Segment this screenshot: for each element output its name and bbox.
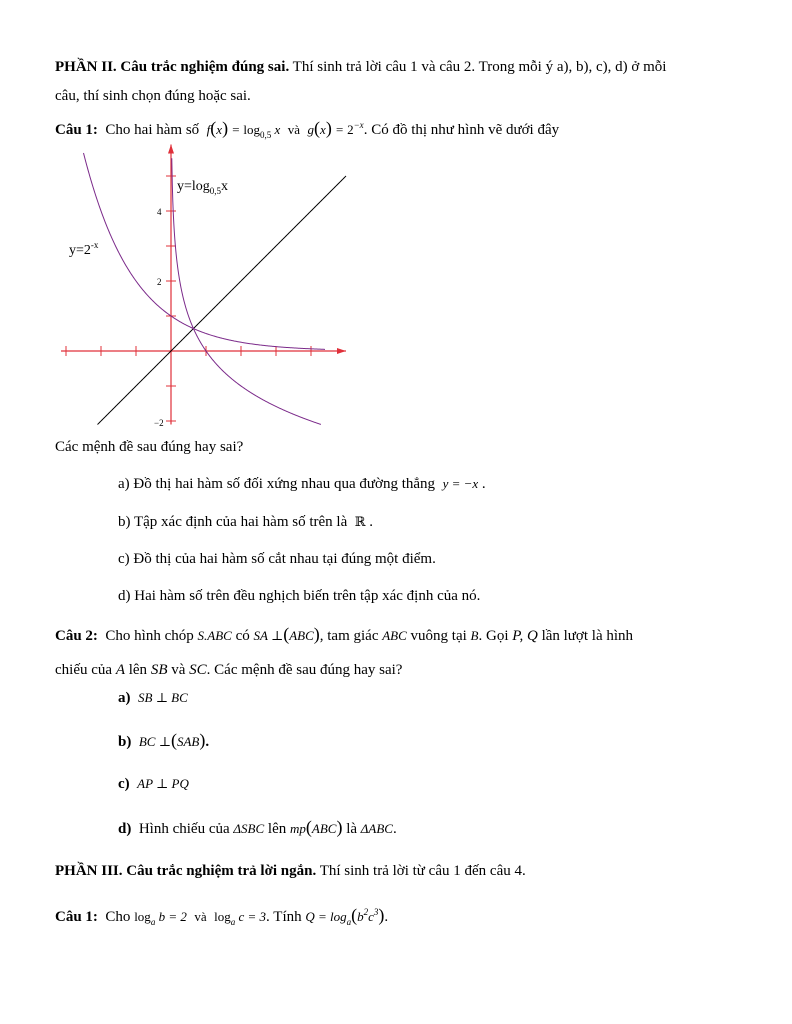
- q1-label: Câu 1:: [55, 122, 98, 138]
- part2-heading: PHẦN II. Câu trắc nghiệm đúng sai.: [55, 59, 290, 75]
- q1-option-a: a) Đồ thị hai hàm số đối xứng nhau qua đường thẳng y = −x .: [118, 476, 486, 492]
- q1-a-math: y = −x: [442, 476, 479, 491]
- line-y-equals-x: [98, 176, 347, 425]
- x-axis-arrow: [337, 348, 346, 354]
- q2-label: Câu 2:: [55, 628, 98, 644]
- curve-log: [172, 158, 321, 424]
- q1-stem: [55, 115, 559, 145]
- q1-option-c: c) Đồ thị của hai hàm số cắt nhau tại đúng một điểm.: [118, 551, 436, 567]
- log-curve-label: $y=\log_{0,5}x$: [177, 179, 229, 196]
- q3-label: Câu 1:: [55, 909, 98, 925]
- q2-option-a: a) SB ⊥ BC: [118, 690, 188, 706]
- q2-stem-line1: Câu 2: Cho hình chóp S.ABC có SA ⊥(ABC), tam giác ABC vuông tại B. Gọi P, Q lần lượt là hình: [55, 624, 634, 644]
- q3-stem: Câu 1: Cho $\log_a b = 2$ và $\log_a c = 3$. Tính $Q = \log_a(b^2c^3)$.: [55, 905, 389, 927]
- q1-g-formula: $g(x) = 2^{-x}$: [307, 118, 364, 138]
- q2-option-b: b) BC ⊥(SAB).: [118, 730, 210, 750]
- part3-heading-line: [55, 861, 526, 881]
- part3-heading: PHẦN III. Câu trắc nghiệm trả lời ngắn.: [55, 863, 317, 879]
- y-tick-label-neg2: −2: [154, 418, 164, 428]
- q1-b-math: ℝ: [354, 514, 366, 529]
- y-tick-label-2: 2: [157, 277, 162, 287]
- q1-text: Cho hai hàm số: [105, 122, 200, 138]
- q2-option-d: d) Hình chiếu của ΔSBC lên mp(ABC) là ΔABC.: [118, 817, 397, 837]
- q2-option-c: c) AP ⊥ PQ: [118, 776, 189, 792]
- y-axis-arrow: [168, 145, 174, 154]
- exp-curve-label: $y=2^{-x}$: [69, 240, 99, 258]
- part3-intro: Thí sinh trả lời từ câu 1 đến câu 4.: [316, 863, 526, 879]
- q1-option-b: b) Tập xác định của hai hàm số trên là ℝ .: [118, 514, 374, 530]
- part2-intro-line2: câu, thí sinh chọn đúng hoặc sai.: [55, 88, 251, 104]
- q1-option-d: d) Hai hàm số trên đều nghịch biến trên tập xác định của nó.: [118, 588, 481, 604]
- q1-f-formula: $f(x) = \log_{0,5} x$: [206, 118, 281, 140]
- part2-heading-line: [55, 57, 666, 77]
- function-graph: [55, 142, 355, 432]
- q1-text-end: . Có đồ thị như hình vẽ dưới đây: [363, 122, 560, 138]
- q1-and: và: [287, 122, 301, 137]
- part2-intro: Thí sinh trả lời câu 1 và câu 2. Trong mỗi ý a), b), c), d) ở mỗi: [289, 59, 667, 75]
- y-tick-label-4: 4: [157, 207, 162, 217]
- q1-prompt: Các mệnh đề sau đúng hay sai?: [55, 439, 244, 455]
- q2-stem-line2: chiếu của A lên SB và SC. Các mệnh đề sau đúng hay sai?: [55, 662, 403, 678]
